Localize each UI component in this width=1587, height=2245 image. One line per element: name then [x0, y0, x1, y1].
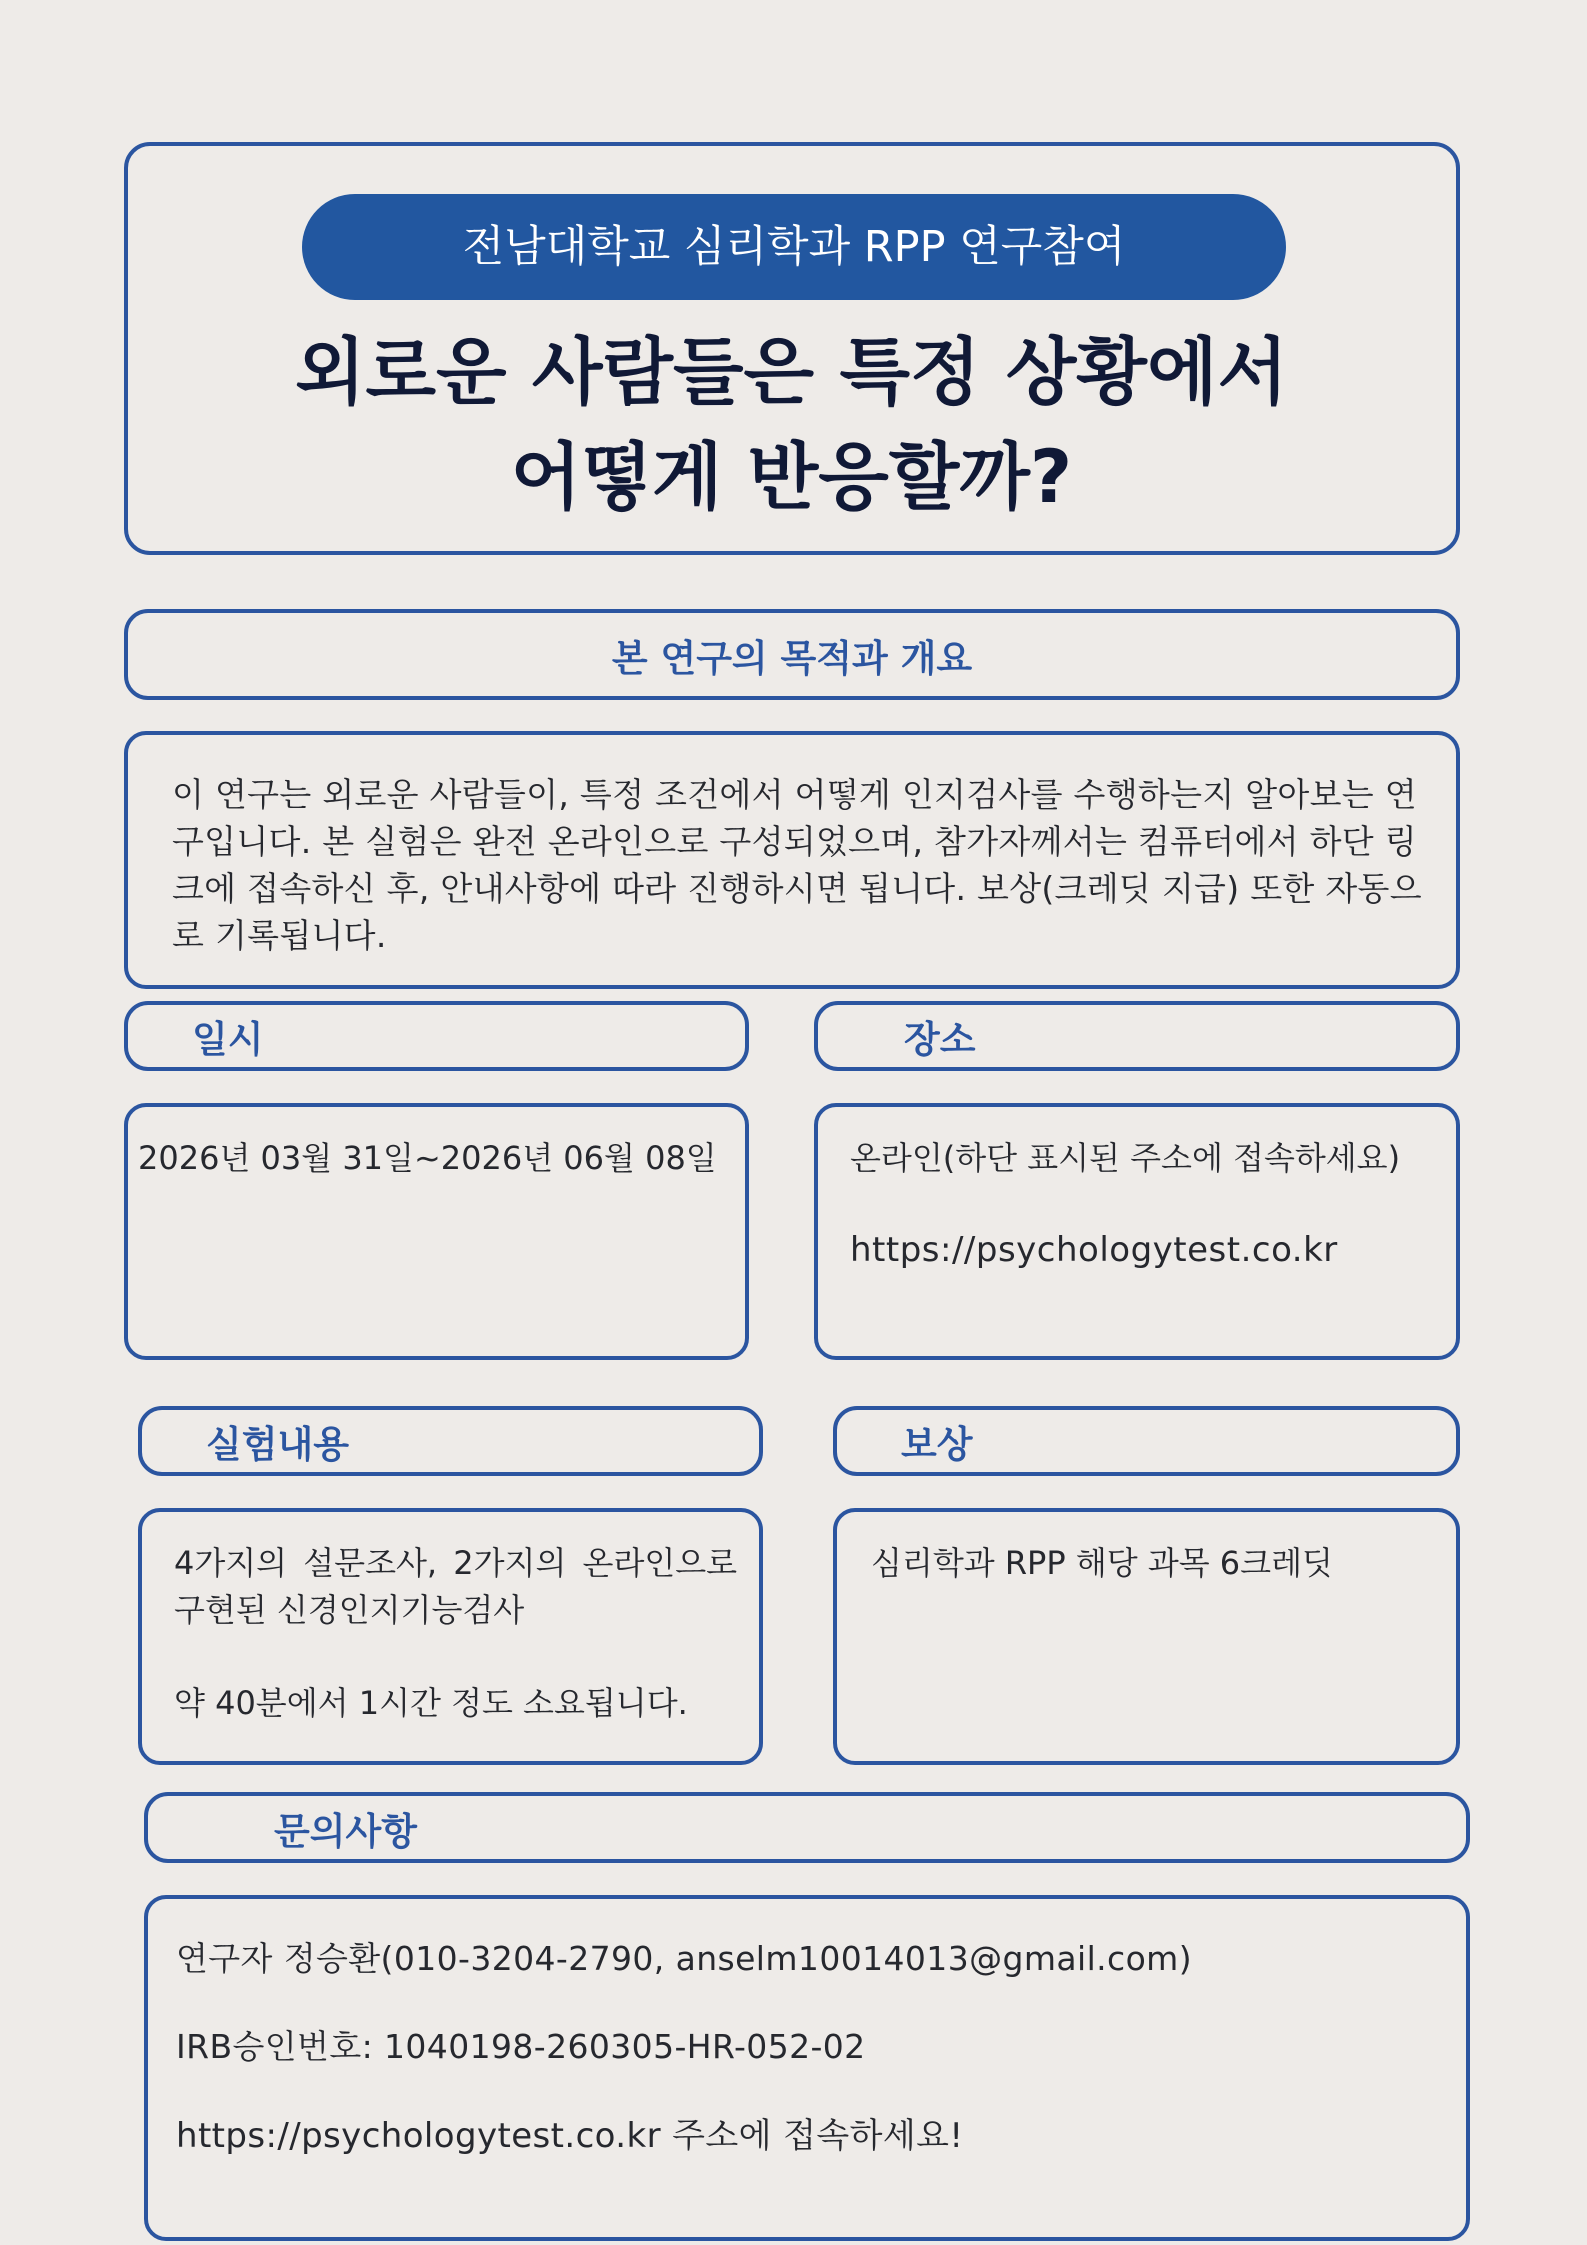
title-line-2: 어떻게 반응할까? — [510, 435, 1073, 520]
overview-line: 이 연구는 외로운 사람들이, 특정 조건에서 어떻게 인지검사를 수행하는지 알아보는 연 — [172, 775, 1417, 814]
overview-line: 크에 접속하신 후, 안내사항에 따라 진행하시면 됩니다. 보상(크레딧 지급) 또한 자동으 — [172, 869, 1422, 908]
place-header — [814, 1001, 1460, 1071]
contact-body — [144, 1895, 1470, 2241]
content-line-1: 4가지의 설문조사, 2가지의 온라인으로 — [174, 1544, 738, 1582]
date-heading: 일시 — [192, 1018, 264, 1061]
overview-line: 구입니다. 본 실험은 완전 온라인으로 구성되었으며, 참가자께서는 컴퓨터에서 하단 링 — [172, 822, 1417, 861]
overview-line: 로 기록됩니다. — [172, 916, 387, 955]
reward-heading: 보상 — [901, 1423, 973, 1466]
content-line-2: 구현된 신경인지기능검사 — [174, 1591, 525, 1629]
reward-text: 심리학과 RPP 해당 과목 6크레딧 — [871, 1544, 1333, 1582]
date-body — [124, 1103, 749, 1360]
date-header — [124, 1001, 749, 1071]
overview-paragraph — [172, 771, 1422, 959]
place-body — [814, 1103, 1460, 1360]
content-body — [138, 1508, 763, 1765]
reward-header — [833, 1406, 1460, 1476]
content-line-3: 약 40분에서 1시간 정도 소요됩니다. — [174, 1684, 688, 1722]
content-header — [138, 1406, 763, 1476]
banner-pill: 전남대학교 심리학과 RPP 연구참여 — [302, 194, 1286, 300]
place-url[interactable]: https://psychologytest.co.kr — [850, 1230, 1338, 1270]
contact-irb: IRB승인번호: 1040198-260305-HR-052-02 — [176, 2027, 866, 2066]
overview-body — [124, 731, 1460, 989]
contact-heading: 문의사항 — [274, 1809, 417, 1853]
content-heading: 실험내용 — [206, 1423, 349, 1466]
place-text: 온라인(하단 표시된 주소에 접속하세요) — [850, 1139, 1401, 1177]
reward-body — [833, 1508, 1460, 1765]
place-heading: 장소 — [904, 1018, 976, 1061]
contact-researcher: 연구자 정승환(010-3204-2790, anselm10014013@gmail.com) — [176, 1939, 1192, 1978]
contact-header — [144, 1792, 1470, 1863]
title-line-1: 외로운 사람들은 특정 상황에서 — [295, 330, 1288, 415]
overview-heading: 본 연구의 목적과 개요 — [611, 636, 973, 680]
date-text: 2026년 03월 31일~2026년 06월 08일 — [138, 1139, 717, 1177]
contact-url-note[interactable]: https://psychologytest.co.kr 주소에 접속하세요! — [176, 2116, 964, 2156]
overview-header — [124, 609, 1460, 700]
